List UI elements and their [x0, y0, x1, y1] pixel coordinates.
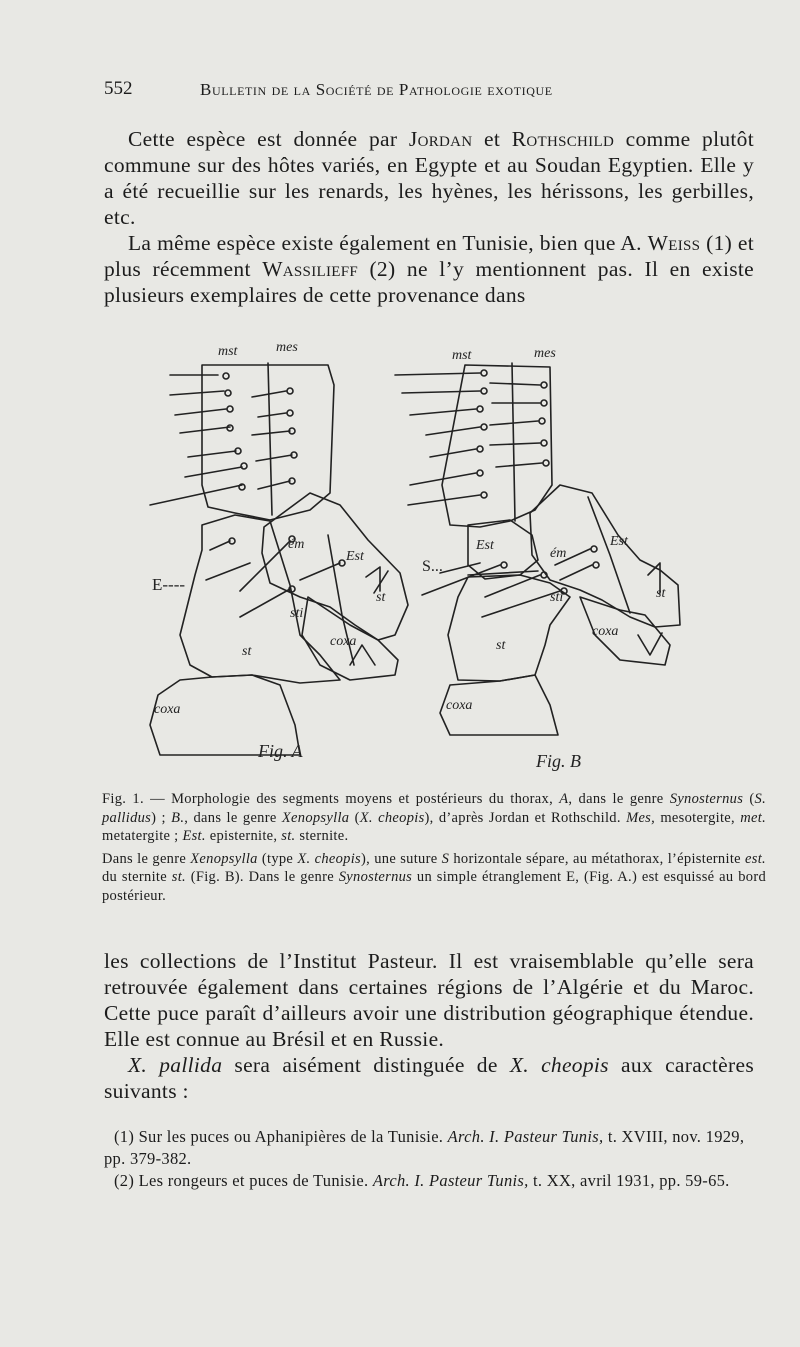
- footnote-2-journal: Arch. I. Pasteur Tunis,: [372, 1171, 529, 1190]
- fig-a-label-coxa: coxa: [330, 634, 357, 649]
- paragraph-1-text-3: comme plutôt commune sur des hôtes variés, en Egypte et au Soudan Egyptien. Elle y a été recueillie sur les renards, les hyènes, les hérissons, les gerbilles, etc.: [104, 127, 755, 229]
- caption-species-cheopis-2: X. cheopis: [297, 850, 361, 867]
- fig-b-label-est-upper: Est: [610, 534, 628, 549]
- paragraph-4-text: sera aisément distinguée de: [222, 1053, 510, 1077]
- caption-text: ), d’après Jordan et Rothschild.: [424, 809, 627, 826]
- paragraph-1-text: Cette espèce est donnée par: [128, 127, 409, 151]
- fig-b-label-coxa: coxa: [592, 624, 619, 639]
- caption-abbr-met: met.: [740, 809, 766, 826]
- footnote-2-ref: t. XX, avril 1931, pp. 59-65.: [528, 1171, 730, 1190]
- fig-b-tergite: [442, 365, 552, 527]
- caption-text: metatergite ;: [102, 828, 183, 844]
- caption-abbr-est-2: est.: [745, 850, 766, 867]
- caption-abbr-mes: Mes,: [626, 809, 656, 826]
- author-jordan: Jordan: [408, 127, 473, 151]
- caption-text: Fig. 1. — Morphologie des segments moyens et postérieurs du thorax,: [102, 791, 560, 807]
- caption-text: , dans le genre: [568, 791, 670, 807]
- author-wassilieff: Wassilieff: [262, 257, 358, 281]
- caption-text: (: [349, 809, 360, 826]
- author-weiss: Weiss: [647, 231, 701, 255]
- paragraph-3: les collections de l’Institut Pasteur. Il est vraisemblable qu’elle sera retrouvée également dans certaines régions de l’Algérie et du Maroc. Cette puce paraît d’ailleurs avoir une distribution géographique étendue. Elle est connue au Brésil et en Russie.: [104, 949, 754, 1051]
- body-text-top: [104, 126, 754, 308]
- page-header: [104, 78, 754, 102]
- fig-b-label-s: S...: [422, 558, 443, 575]
- caption-text: un simple étranglement E, (Fig. A.) est esquissé au bord postérieur.: [102, 869, 766, 904]
- caption-abbr-st-2: st.: [171, 869, 186, 885]
- caption-text: , dans le genre: [184, 809, 282, 826]
- caption-text: episternite,: [205, 828, 282, 844]
- caption-genus-synosternus-2: Synosternus: [338, 869, 413, 885]
- paragraph-2: [104, 230, 754, 308]
- caption-abbr-est: Est.: [182, 828, 206, 844]
- fig-a-label-e: E----: [152, 575, 186, 594]
- footnote-1: [104, 1126, 754, 1170]
- fig-a-label-st: st: [242, 644, 252, 659]
- fig-b-label-em: ém: [550, 546, 567, 561]
- caption-genus-synosternus: Synosternus: [669, 791, 744, 807]
- caption-text: (type: [257, 850, 298, 867]
- caption-text: Dans le genre: [102, 850, 191, 867]
- paragraph-2-text-3: (2) ne l’y mentionnent pas. Il en existe plusieurs exemplaires de cette provenance dans: [104, 257, 754, 307]
- caption-text: ), une suture: [361, 850, 442, 867]
- caption-paragraph-1: [102, 790, 766, 846]
- fig-b-label-st-inner: st: [656, 586, 666, 601]
- caption-suture-s: S: [441, 850, 450, 867]
- fig-a-label: Fig. A: [258, 741, 303, 761]
- fig-a-label-est: Est: [346, 549, 364, 564]
- caption-text-b: B.: [171, 809, 185, 826]
- caption-abbr-st: st.: [281, 828, 296, 844]
- caption-text: ) ;: [151, 809, 172, 826]
- thorax-figure: [140, 335, 700, 785]
- caption-text: horizontale sépare, au métathorax, l’épisternite: [449, 850, 746, 867]
- paragraph-4-text-2: aux caractères suivants :: [104, 1053, 754, 1103]
- footnotes: [104, 1126, 754, 1192]
- paragraph-1-text-2: et: [472, 127, 512, 151]
- caption-text-a: A: [559, 791, 569, 807]
- footnote-1-text: (1) Sur les puces ou Aphanipières de la Tunisie.: [114, 1127, 448, 1146]
- fig-a-label-mes: mes: [276, 340, 298, 355]
- paragraph-4: [104, 1052, 754, 1104]
- fig-a-mid-line: [268, 363, 272, 515]
- caption-paragraph-2: [102, 850, 766, 906]
- fig-b-label-est-left: Est: [476, 538, 494, 553]
- page-number: 552: [104, 78, 133, 99]
- species-x-pallida: X. pallida: [128, 1053, 223, 1077]
- fig-b-label-sti: sti: [550, 590, 564, 605]
- fig-b-label-mst: mst: [452, 348, 472, 363]
- fig-a-label-mst: mst: [218, 344, 238, 359]
- body-text-bottom: [104, 948, 754, 1104]
- caption-genus-xenopsylla-2: Xenopsylla: [190, 850, 258, 867]
- fig-b-mid-line: [512, 363, 515, 521]
- running-title: Bulletin de la Société de Pathologie exotique: [200, 80, 553, 99]
- fig-b-label: Fig. B: [536, 751, 581, 771]
- fig-b-label-coxa-bottom: coxa: [446, 698, 473, 713]
- figure-caption: [102, 790, 766, 905]
- fig-a-label-em: ém: [288, 537, 305, 552]
- caption-text: du sternite: [102, 869, 172, 885]
- caption-text: (Fig. B). Dans le genre: [185, 869, 339, 885]
- caption-species-cheopis: X. cheopis: [359, 809, 425, 826]
- caption-text: sternite.: [295, 828, 349, 844]
- fig-a-label-st-inner: st: [376, 590, 386, 605]
- caption-species-pallidus: S. pallidus: [102, 791, 766, 826]
- paragraph-1: [104, 126, 754, 230]
- paragraph-2-text: La même espèce existe également en Tunisie, bien que A.: [128, 231, 648, 255]
- caption-text: mesotergite,: [655, 809, 741, 826]
- fig-b-label-st: st: [496, 638, 506, 653]
- footnote-1-journal: Arch. I. Pasteur Tunis,: [447, 1127, 604, 1146]
- author-rothschild: Rothschild: [511, 127, 615, 151]
- fig-b-label-mes: mes: [534, 346, 556, 361]
- footnote-2: [104, 1170, 754, 1192]
- species-x-cheopis: X. cheopis: [509, 1053, 609, 1077]
- caption-text: (: [743, 791, 755, 807]
- caption-genus-xenopsylla: Xenopsylla: [281, 809, 350, 826]
- footnote-1-ref: t. XVIII, nov. 1929, pp. 379-382.: [104, 1127, 745, 1168]
- fig-a-label-sti: sti: [290, 606, 304, 621]
- footnote-2-text: (2) Les rongeurs et puces de Tunisie.: [114, 1171, 373, 1190]
- fig-a-label-coxa-bottom: coxa: [154, 702, 181, 717]
- paragraph-2-text-2: (1) et plus récemment: [104, 231, 754, 281]
